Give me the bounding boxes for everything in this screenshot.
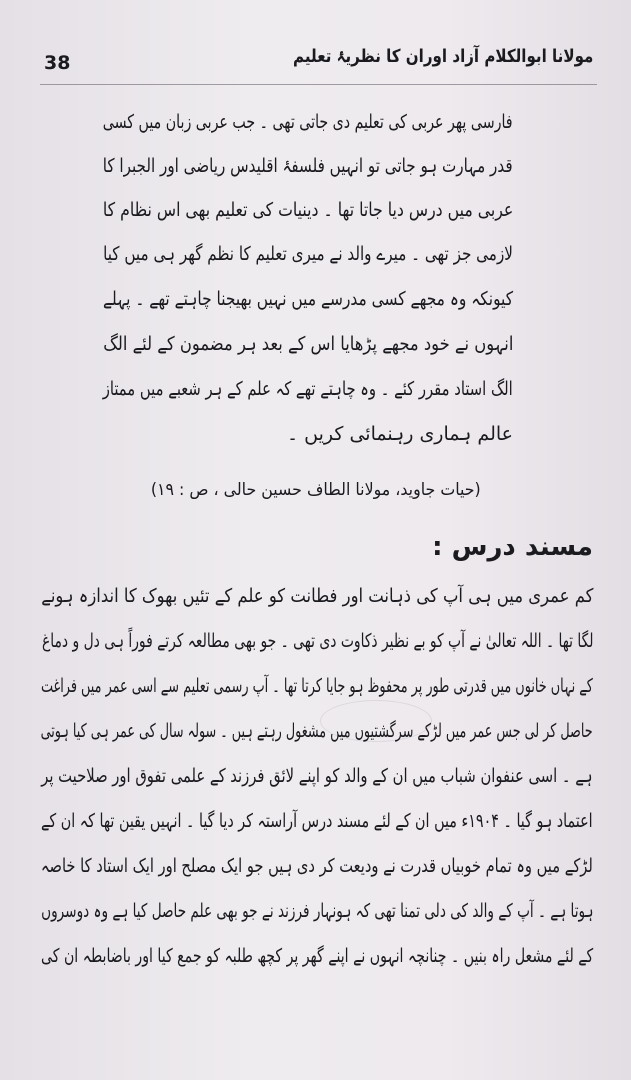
page-number: 38 [44,52,71,74]
quote-line: عربی میں درس دیا جاتا تھا ۔ دینیات کی تعلیم بھی اس نظام کا [102,199,513,221]
body-line: ہوتا ہے ۔ آپ کے والد کی دلی تمنا تھی کہ ہونہار فرزند نے جو بھی علم حاصل کیا ہے وہ دوسروں [40,900,593,922]
body-line: کے نہاں خانوں میں قدرتی طور پر محفوظ ہو جایا کرتا تھا ۔ آپ رسمی تعلیم سے اسی عمر میں فراغت [41,675,593,697]
quote-line: قدر مہارت ہو جاتی تو انہیں فلسفۂ اقلیدس ریاضی اور الجبرا کا [103,155,513,177]
body-line: حاصل کر لی جس عمر میں لڑکے سرگشتیوں میں مشغول رہتے ہیں ۔ سولہ سال کی عمر ہی کیا ہوتی [41,720,593,742]
running-head: مولانا ابوالکلام آزاد اوران کا نظریۂ تعلیم [292,46,593,67]
body-line: کے لئے مشعل راہ بنیں ۔ چنانچہ انہوں نے اپنے گھر پر کچھ طلبہ کو جمع کیا اور باضابطہ ان کی [40,945,593,967]
quote-line: الگ استاد مقرر کئے ۔ وہ چاہتے تھے کہ علم کے ہر شعبے میں ممتاز [102,378,513,400]
body-line: ہے ۔ اسی عنفوان شباب میں ان کے والد کو اپنے لائق فرزند کے علمی تفوق اور صلاحیت پر [41,765,593,787]
body-line: کم عمری میں ہی آپ کی ذہانت اور فطانت کو علم کے تئیں بھوک کا اندازہ ہونے [40,585,593,607]
header-divider [40,84,597,85]
quote-line: لازمی جز تھی ۔ میرے والد نے میری تعلیم کا نظم گھر ہی میں کیا [103,243,513,265]
body-line: لڑکے میں وہ تمام خوبیاں قدرت نے ودیعت کر دی ہیں جو ایک مصلح اور ایک استاد کا خاصہ [41,855,593,877]
quote-line: کیونکہ وہ مجھے کسی مدرسے میں نہیں بھیجنا چاہتے تھے ۔ پہلے [102,288,513,310]
quote-line: انہوں نے خود مجھے پڑھایا اس کے بعد ہر مضمون کے لئے الگ [102,333,513,355]
quote-line: فارسی پھر عربی کی تعلیم دی جاتی تھی ۔ جب عربی زبان میں کسی [103,111,513,133]
quote-citation: (حیات جاوید، مولانا الطاف حسین حالی ، ص : ۱۹) [151,480,481,500]
section-heading: مسند درس : [432,532,593,562]
quote-line: عالم ہماری رہنمائی کریں ۔ [286,423,513,445]
body-line: لگا تھا ۔ اللہ تعالیٰ نے آپ کو بے نظیر ذکاوت دی تھی ۔ جو بھی مطالعہ کرتے فوراً ہی دل و دماغ [41,630,593,652]
body-line: اعتماد ہو گیا ۔ ۱۹۰۴ء میں ان کے لئے مسند درس آراستہ کر دیا گیا ۔ انہیں یقین تھا کہ ان کے [41,810,593,832]
